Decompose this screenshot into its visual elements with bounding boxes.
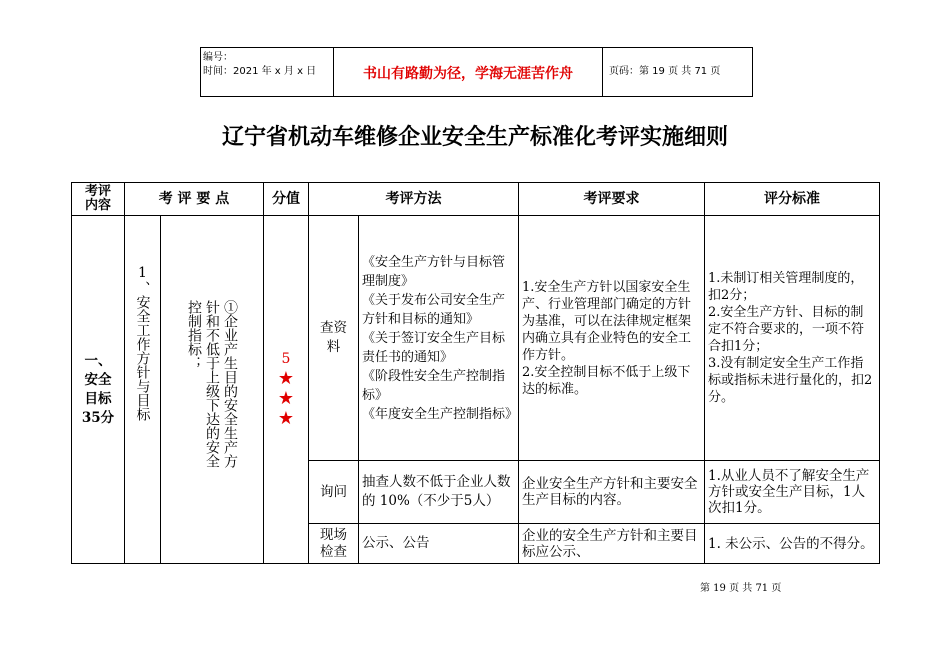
star-icon: ★ [277, 368, 295, 389]
item-cell [125, 216, 161, 564]
header-method: 考评方法 [309, 183, 519, 216]
item-label: 1、安全工作方针与目标 [134, 264, 151, 421]
page-footer: 第 19 页 共 71 页 [700, 583, 782, 594]
method-label: 询问 [309, 461, 359, 524]
header-points: 考 评 要 点 [125, 183, 264, 216]
method-text: 《安全生产方针与目标管理制度》 《关于发布公司安全生产方针和目标的通知》 《关于签订安全生产目标责任书的通知》 《阶段性安全生产控制指标》 《年度安全生产控制指标》 [359, 216, 519, 461]
method-text: 公示、公告 [359, 524, 519, 564]
requirement-text: 企业的安全生产方针和主要目标应公示、 [519, 524, 705, 564]
sub-item-label: ①企业产生目的安全生产方针和不低于上级下达的安全控制指标； [186, 299, 238, 468]
score-value: 5 [281, 351, 291, 367]
header-info-cell [200, 47, 333, 97]
header-content: 考评内容 [72, 183, 125, 216]
star-icon: ★ [277, 408, 295, 429]
standard-text: 1. 未公示、公告的不得分。 [705, 524, 880, 564]
requirement-text: 企业安全生产方针和主要安全生产目标的内容。 [519, 461, 705, 524]
time-label: 时间：2021 年 x 月 x 日 [203, 66, 317, 77]
code-label: 编号： [203, 52, 233, 63]
standard-text: 1.从业人员不了解安全生产方针或安全生产目标，1人次扣1分。 [705, 461, 880, 524]
score-cell [264, 216, 309, 564]
method-text: 抽查人数不低于企业人数的 10%（不少于5人） [359, 461, 519, 524]
category-cell [72, 216, 125, 564]
assessment-table [71, 182, 880, 564]
sub-item-cell [161, 216, 264, 564]
page-label-cell [603, 47, 753, 97]
method-label: 现场检查 [309, 524, 359, 564]
header-standard: 评分标准 [705, 183, 880, 216]
requirement-text: 1.安全生产方针以国家安全生产、行业管理部门确定的方针为基准，可以在法律规定框架内确立具有企业特色的安全工作方针。 2.安全控制目标不低于上级下达的标准。 [519, 216, 705, 461]
method-label: 查资料 [309, 216, 359, 461]
page-title: 辽宁省机动车维修企业安全生产标准化考评实施细则 [221, 125, 728, 150]
header-requirement: 考评要求 [519, 183, 705, 216]
standard-text: 1.未制订相关管理制度的，扣2分； 2.安全生产方针、目标的制定不符合要求的，一项不符合扣1分； 3.没有制定安全生产工作指标或指标未进行量化的，扣2分。 [705, 216, 880, 461]
motto: 书山有路勤为径，学海无涯苦作舟 [333, 47, 603, 97]
page-label: 页码：第 19 页 共 71 页 [609, 66, 721, 77]
star-icon: ★ [277, 388, 295, 409]
header-score: 分值 [264, 183, 309, 216]
category-label: 一、安全目标35分 [81, 352, 115, 426]
